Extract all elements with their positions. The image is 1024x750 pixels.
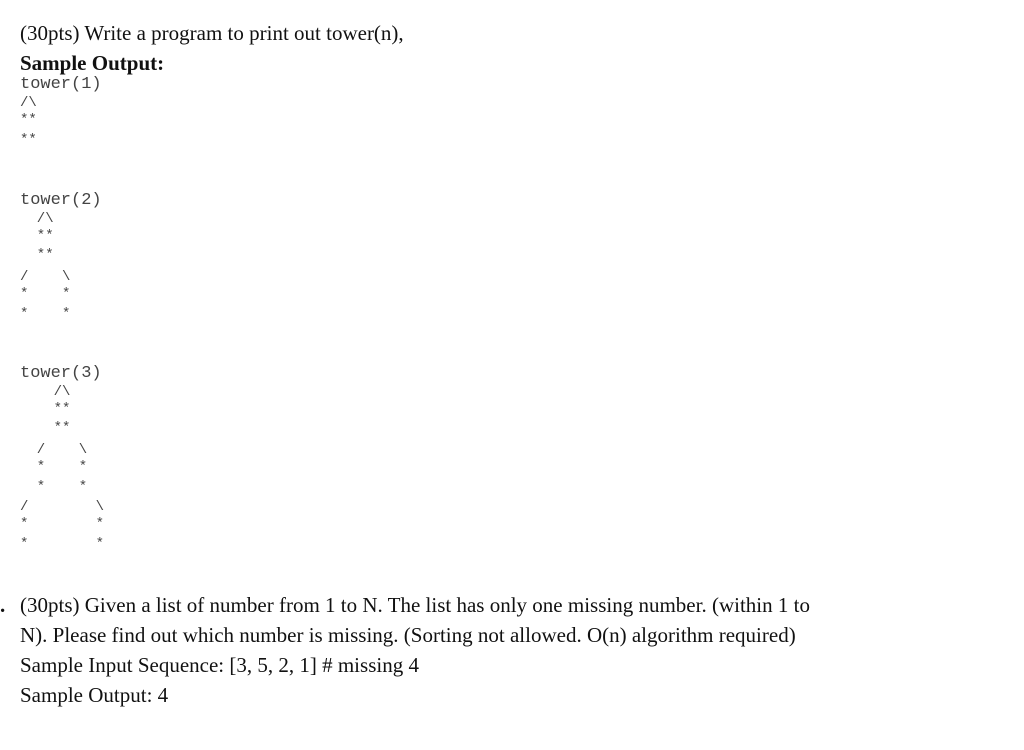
tower-1-line: ** — [20, 112, 37, 128]
problem-2-sample-output: Sample Output: 4 — [20, 683, 169, 707]
tower-3-line: ** — [20, 420, 71, 436]
problem-2-text — [20, 590, 980, 710]
problem-2-line-2: N). Please find out which number is missing. (Sorting not allowed. O(n) algorithm required) — [20, 623, 796, 647]
tower-3-line: /\ — [20, 384, 71, 400]
tower-2-line: * * — [20, 306, 71, 322]
tower-2-line: ** — [20, 247, 54, 263]
tower-1-label: tower(1) — [20, 75, 102, 94]
tower-2-line: / \ — [20, 269, 71, 285]
tower-3-line: / \ — [20, 499, 105, 515]
tower-2-line: * * — [20, 286, 71, 302]
tower-1-line: /\ — [20, 95, 37, 111]
tower-3-line: * * — [20, 536, 105, 552]
tower-2-line: /\ — [20, 211, 54, 227]
tower-2-label: tower(2) — [20, 191, 102, 210]
tower-3-line: * * — [20, 479, 88, 495]
problem-2-sample-input: Sample Input Sequence: [3, 5, 2, 1] # missing 4 — [20, 653, 419, 677]
problem-1-title: (30pts) Write a program to print out tower(n), — [20, 21, 404, 45]
tower-3-label: tower(3) — [20, 364, 102, 383]
problem-2-line-1: (30pts) Given a list of number from 1 to N. The list has only one missing number. (within 1 to — [20, 593, 810, 617]
tower-3-line: * * — [20, 516, 105, 532]
sample-output-heading: Sample Output: — [20, 51, 165, 75]
problem-2-bullet: . — [0, 593, 6, 617]
tower-3-line: ** — [20, 401, 71, 417]
tower-3-line: * * — [20, 459, 88, 475]
tower-1-line: ** — [20, 132, 37, 148]
tower-3-line: / \ — [20, 442, 88, 458]
tower-2-line: ** — [20, 228, 54, 244]
